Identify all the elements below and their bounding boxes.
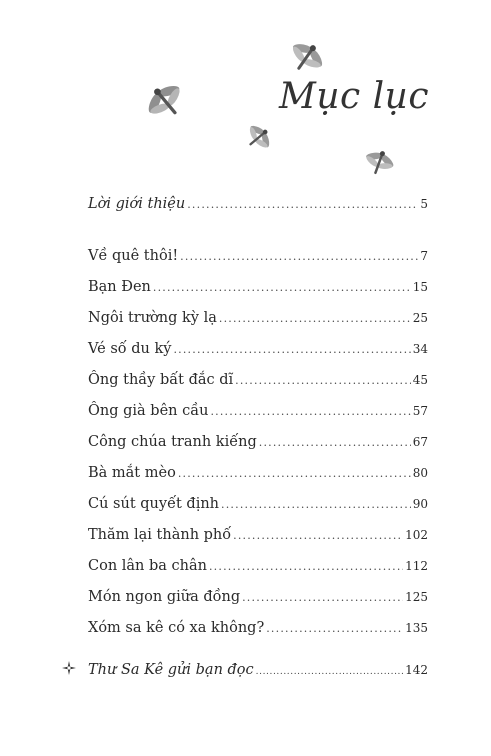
toc-leader-dots: [210, 405, 410, 418]
toc-entry-title: Xóm sa kê có xa không?: [88, 620, 265, 636]
toc-entry-page: 7: [420, 249, 428, 263]
toc-entry[interactable]: [88, 527, 428, 549]
toc-leader-dots: [180, 250, 418, 263]
dragonfly-icon: [242, 124, 274, 152]
toc-leader-dots: [235, 374, 411, 387]
toc-entry-title: Bà mắt mèo: [88, 465, 176, 481]
toc-leader-dots: [173, 343, 410, 356]
toc-entry-title: Công chúa tranh kiếng: [88, 434, 257, 450]
toc-entry-intro[interactable]: [88, 196, 428, 218]
toc-leader-dots: [219, 312, 411, 325]
toc-leader-dots: [153, 281, 411, 294]
toc-entry-title: Thư Sa Kê gửi bạn đọc: [88, 662, 254, 678]
toc-entry-title: Bạn Đen: [88, 279, 151, 295]
toc-entry-page: 90: [412, 497, 428, 511]
toc-entry[interactable]: [88, 496, 428, 518]
toc-entry[interactable]: [88, 403, 428, 425]
dragonfly-icon: [362, 148, 396, 178]
toc-entry-page: 125: [405, 590, 428, 604]
toc-entry-page: 112: [405, 559, 428, 573]
toc-entry[interactable]: [88, 310, 428, 332]
toc-entry-title: Lời giới thiệu: [88, 196, 186, 212]
toc-leader-dots: [256, 667, 403, 677]
toc-entry-page: 5: [420, 197, 428, 211]
toc-entry-page: 45: [412, 373, 428, 387]
toc-entry[interactable]: [88, 434, 428, 456]
toc-leader-dots: [178, 467, 411, 480]
toc-entry[interactable]: [88, 558, 428, 580]
dragonfly-icon: [142, 82, 190, 122]
toc-entry-page: 34: [412, 342, 428, 356]
page-title: Mục lục: [278, 76, 429, 117]
toc-entry-page: 15: [412, 280, 428, 294]
toc-entry-closing[interactable]: [62, 660, 428, 682]
toc-entry[interactable]: [88, 341, 428, 363]
toc-leader-dots: [221, 498, 411, 511]
toc-entry-page: 25: [412, 311, 428, 325]
toc-entry-page: 80: [412, 466, 428, 480]
toc-entry-title: Ông già bên cầu: [88, 403, 209, 419]
toc-entry[interactable]: [88, 372, 428, 394]
toc-entry[interactable]: [88, 279, 428, 301]
toc-entry-page: 142: [405, 663, 428, 677]
toc-entry-title: Ông thầy bất đắc dĩ: [88, 372, 234, 388]
toc-leader-dots: [233, 529, 403, 542]
toc-entry[interactable]: [88, 620, 428, 642]
toc-leader-dots: [266, 622, 403, 635]
toc-entry-title: Cú sút quyết định: [88, 496, 220, 512]
toc-entry-title: Vé số du ký: [88, 341, 172, 357]
toc-entry-page: 57: [412, 404, 428, 418]
dragonfly-icon: [286, 40, 326, 76]
toc-entry-title: Về quê thôi!: [88, 248, 179, 264]
toc-entry[interactable]: [88, 248, 428, 270]
toc-entry-title: Con lân ba chân: [88, 558, 207, 574]
four-point-star-icon: [62, 661, 88, 679]
toc-entry-page: 102: [405, 528, 428, 542]
toc-entry-title: Thăm lại thành phố: [88, 527, 232, 543]
toc-entry-page: 135: [405, 621, 428, 635]
toc-entry[interactable]: [88, 465, 428, 487]
toc-leader-dots: [259, 436, 411, 449]
toc-leader-dots: [209, 560, 403, 573]
toc-leader-dots: [187, 198, 418, 211]
toc-leader-dots: [242, 591, 403, 604]
toc-entry-title: Ngôi trường kỳ lạ: [88, 310, 217, 326]
toc-entry[interactable]: [88, 589, 428, 611]
toc-entry-title: Món ngon giữa đồng: [88, 589, 241, 605]
toc-entry-page: 67: [412, 435, 428, 449]
